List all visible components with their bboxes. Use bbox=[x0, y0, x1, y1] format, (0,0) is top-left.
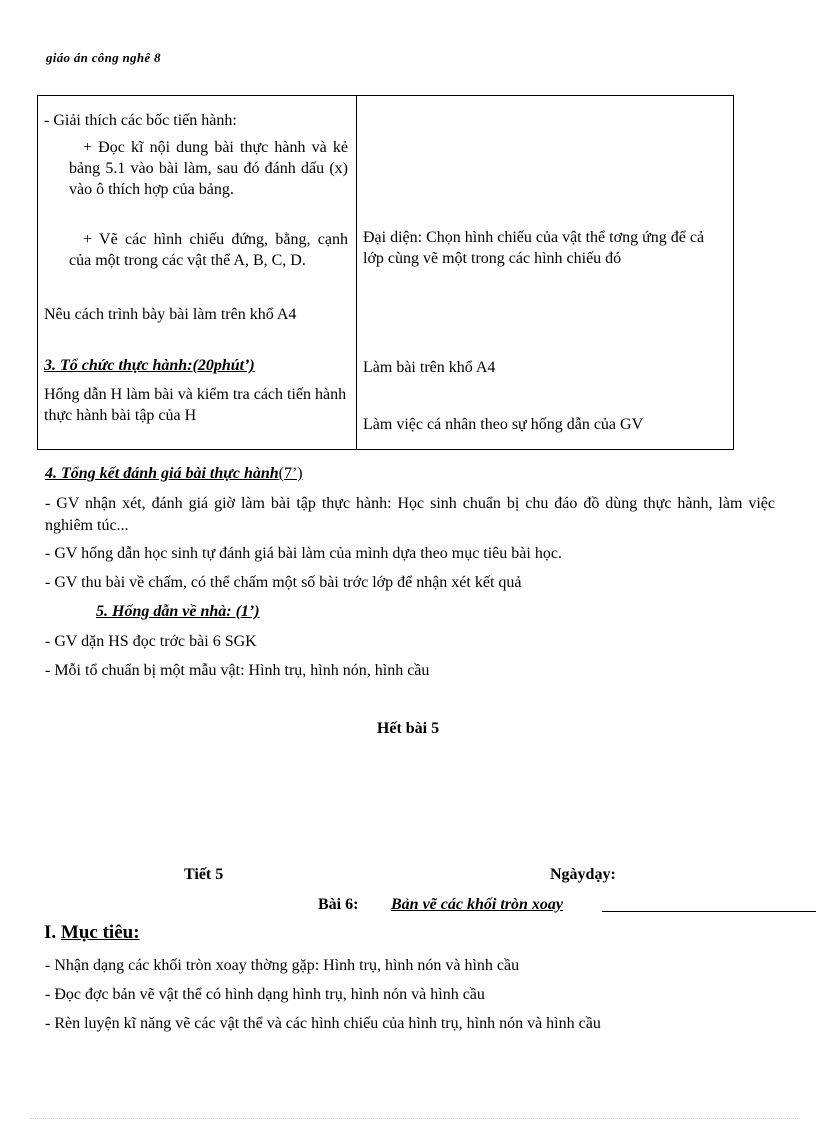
section-3-title: 3. Tổ chức thực hành:(20phút’) bbox=[44, 357, 255, 374]
section-4-heading bbox=[45, 463, 775, 485]
section-4-time: (7’) bbox=[278, 465, 303, 482]
table-divider bbox=[356, 96, 357, 449]
table-left-line-1: - Giải thích các bốc tiến hành: bbox=[44, 112, 237, 129]
section-4-p2: - GV hống dẫn học sinh tự đánh giá bài làm của mình dựa theo mục tiêu bài học. bbox=[45, 545, 562, 562]
section-5-p2: - Mỗi tổ chuẩn bị một mẫu vật: Hình trụ, hình nón, hình cầu bbox=[45, 662, 430, 679]
section-4-title: 4. Tổng kết đánh giá bài thực hành bbox=[45, 465, 279, 482]
lesson-number: Bài 6: bbox=[318, 896, 359, 913]
table-left-guide: Hống dẫn H làm bài và kiểm tra cách tiến hành thực hành bài tập của H bbox=[44, 386, 347, 424]
objectives-heading bbox=[44, 922, 140, 944]
lesson-title: Bản vẽ các khối tròn xoay bbox=[391, 896, 563, 913]
table-right-a4: Làm bài trên khổ A4 bbox=[363, 359, 496, 376]
objective-2: - Đọc đợc bản vẽ vật thể có hình dạng hình trụ, hình nón và hình cầu bbox=[45, 986, 485, 1003]
table-right-individual: Làm việc cá nhân theo sự hống dẫn của GV bbox=[363, 416, 644, 433]
section-5-p1: - GV dặn HS đọc trớc bài 6 SGK bbox=[45, 633, 257, 650]
table-left-step-1: + Đọc kĩ nội dung bài thực hành và kẻ bảng 5.1 vào bài làm, sau đó đánh dấu (x) vào ô thích hợp của bảng. bbox=[69, 139, 348, 198]
objective-3: - Rèn luyện kĩ năng vẽ các vật thể và các hình chiếu của hình trụ, hình nón và hình cầu bbox=[45, 1015, 601, 1032]
table-right-representative: Đại diện: Chọn hình chiếu của vật thể tơng ứng để cả lớp cùng vẽ một trong các hình chiếu đó bbox=[363, 229, 705, 267]
objective-1: - Nhận dạng các khối tròn xoay thờng gặp: Hình trụ, hình nón và hình cầu bbox=[45, 957, 520, 974]
section-4-p1: - GV nhận xét, đánh giá giờ làm bài tập thực hành: Học sinh chuẩn bị chu đáo đồ dùng thực hành, làm việc nghiêm túc... bbox=[45, 495, 775, 534]
section-4-p3: - GV thu bài về chấm, có thể chấm một số bài trớc lớp để nhận xét kết quả bbox=[45, 574, 522, 591]
objectives-number: I. bbox=[44, 922, 57, 943]
section-5-title: 5. Hống dẫn về nhà: (1’) bbox=[96, 603, 260, 620]
end-of-lesson: Hết bài 5 bbox=[376, 720, 440, 737]
table-left-present: Nêu cách trình bày bài làm trên khổ A4 bbox=[44, 306, 297, 323]
document-header: giáo án công nghê 8 bbox=[46, 50, 161, 65]
objectives-title: Mục tiêu: bbox=[60, 922, 140, 943]
table-left-step-2: + Vẽ các hình chiếu đứng, bằng, cạnh của một trong các vật thể A, B, C, D. bbox=[69, 231, 348, 269]
lesson-period: Tiết 5 bbox=[184, 866, 224, 883]
lesson-date: Ngàydạy: bbox=[550, 866, 616, 883]
title-rule bbox=[602, 911, 816, 912]
page-footer-line bbox=[30, 1118, 800, 1119]
